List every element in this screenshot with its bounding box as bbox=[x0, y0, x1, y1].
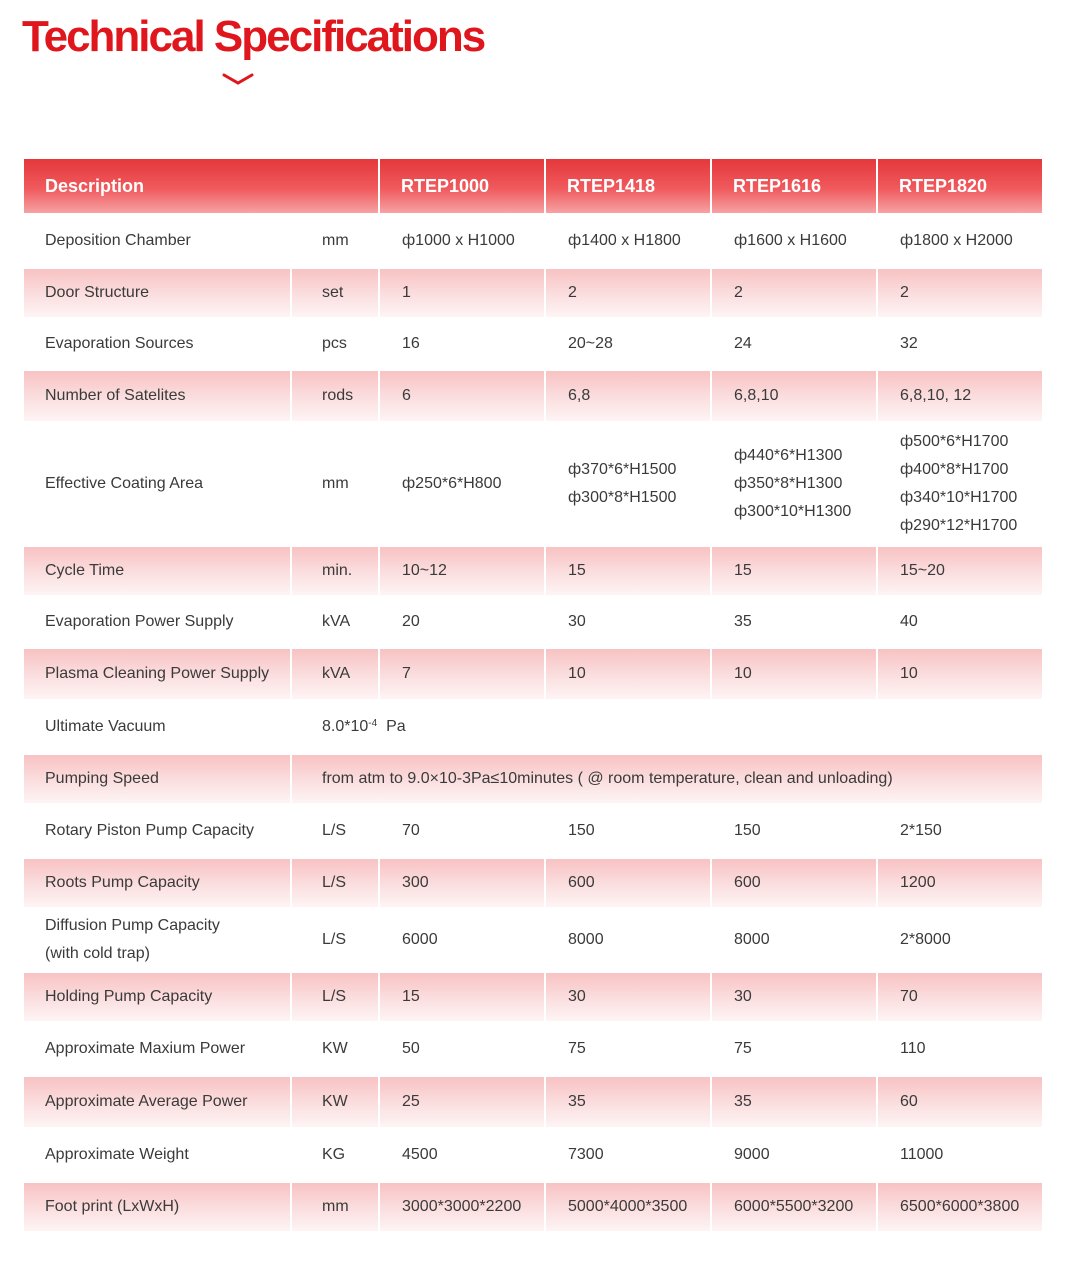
row-label-text: Door Structure bbox=[45, 284, 150, 301]
row-unit: KW bbox=[292, 1023, 378, 1075]
row-value: 30 bbox=[546, 973, 710, 1021]
row-label-text: Ultimate Vacuum bbox=[45, 718, 166, 735]
row-label-text: Approximate Weight bbox=[45, 1146, 189, 1163]
row-span-value: from atm to 9.0×10-3Pa≤10minutes ( @ room temperature, clean and unloading) bbox=[292, 755, 1042, 803]
value-line: ф300*8*H1500 bbox=[568, 489, 677, 506]
table-row bbox=[24, 909, 1042, 971]
table-row bbox=[24, 1077, 1042, 1127]
row-value: 8000 bbox=[712, 909, 876, 971]
row-value: 75 bbox=[546, 1023, 710, 1075]
row-label bbox=[24, 1077, 290, 1127]
row-label-text: Rotary Piston Pump Capacity bbox=[45, 822, 254, 839]
row-value: 30 bbox=[546, 597, 710, 647]
row-value: 10 bbox=[546, 649, 710, 699]
row-value: 6000 bbox=[380, 909, 544, 971]
row-value: 70 bbox=[878, 973, 1042, 1021]
superscript: -4 bbox=[368, 718, 378, 729]
unit-text: Pa bbox=[386, 718, 406, 735]
row-value: 150 bbox=[546, 805, 710, 857]
row-value: 1 bbox=[380, 269, 544, 317]
row-label bbox=[24, 973, 290, 1021]
row-value: 1200 bbox=[878, 859, 1042, 907]
row-value: 15 bbox=[546, 547, 710, 595]
row-unit: L/S bbox=[292, 909, 378, 971]
row-value: 16 bbox=[380, 319, 544, 369]
row-value: 24 bbox=[712, 319, 876, 369]
row-label bbox=[24, 597, 290, 647]
row-value: 35 bbox=[712, 597, 876, 647]
value-line: ф250*6*H800 bbox=[402, 475, 502, 492]
table-row bbox=[24, 1023, 1042, 1075]
row-value: 10~12 bbox=[380, 547, 544, 595]
row-label-text: Effective Coating Area bbox=[45, 475, 204, 492]
table-header-row bbox=[24, 159, 1042, 213]
row-value: ф1800 x H2000 bbox=[878, 215, 1042, 267]
row-value: 11000 bbox=[878, 1129, 1042, 1181]
row-unit: KW bbox=[292, 1077, 378, 1127]
page-title: Technical Specifications bbox=[22, 12, 485, 61]
row-value: 10 bbox=[712, 649, 876, 699]
row-label bbox=[24, 1023, 290, 1075]
table-row bbox=[24, 215, 1042, 267]
row-value: 600 bbox=[712, 859, 876, 907]
row-value bbox=[712, 423, 876, 545]
row-value: 4500 bbox=[380, 1129, 544, 1181]
row-label bbox=[24, 215, 290, 267]
table-row bbox=[24, 269, 1042, 317]
row-label-text: Evaporation Sources bbox=[45, 335, 194, 352]
value-line: ф300*10*H1300 bbox=[734, 503, 852, 520]
row-label-text: Cycle Time bbox=[45, 562, 125, 579]
row-label-text: Diffusion Pump Capacity bbox=[45, 917, 220, 934]
row-label-text: Approximate Average Power bbox=[45, 1093, 248, 1110]
table-row bbox=[24, 547, 1042, 595]
header-model: RTEP1418 bbox=[546, 159, 710, 213]
value-line: ф440*6*H1300 bbox=[734, 447, 843, 464]
spec-table bbox=[22, 157, 1044, 1233]
row-value: ф1000 x H1000 bbox=[380, 215, 544, 267]
value-line: ф290*12*H1700 bbox=[900, 517, 1018, 534]
row-value: 30 bbox=[712, 973, 876, 1021]
row-value: 6500*6000*3800 bbox=[878, 1183, 1042, 1231]
row-value: 20 bbox=[380, 597, 544, 647]
row-label bbox=[24, 805, 290, 857]
row-value: 15 bbox=[712, 547, 876, 595]
row-label bbox=[24, 547, 290, 595]
row-label bbox=[24, 1183, 290, 1231]
value-line: ф500*6*H1700 bbox=[900, 433, 1009, 450]
row-value: 6,8,10, 12 bbox=[878, 371, 1042, 421]
row-value: 40 bbox=[878, 597, 1042, 647]
header-model: RTEP1000 bbox=[380, 159, 544, 213]
row-value: 10 bbox=[878, 649, 1042, 699]
row-value: 15~20 bbox=[878, 547, 1042, 595]
row-unit: min. bbox=[292, 547, 378, 595]
row-value: 600 bbox=[546, 859, 710, 907]
row-unit: kVA bbox=[292, 597, 378, 647]
row-value: 7 bbox=[380, 649, 544, 699]
header-model: RTEP1616 bbox=[712, 159, 876, 213]
row-value bbox=[878, 423, 1042, 545]
row-value: 25 bbox=[380, 1077, 544, 1127]
value-line: ф340*10*H1700 bbox=[900, 489, 1018, 506]
table-row bbox=[24, 859, 1042, 907]
row-span-value bbox=[292, 701, 1042, 753]
row-label-text: Approximate Maxium Power bbox=[45, 1040, 246, 1057]
row-label bbox=[24, 269, 290, 317]
row-value: 60 bbox=[878, 1077, 1042, 1127]
row-value: 15 bbox=[380, 973, 544, 1021]
row-value: 300 bbox=[380, 859, 544, 907]
row-label-text: Roots Pump Capacity bbox=[45, 874, 200, 891]
row-value: 2 bbox=[878, 269, 1042, 317]
row-value: 5000*4000*3500 bbox=[546, 1183, 710, 1231]
row-value: 2 bbox=[712, 269, 876, 317]
value-line: ф370*6*H1500 bbox=[568, 461, 677, 478]
row-value: 2*8000 bbox=[878, 909, 1042, 971]
row-label bbox=[24, 859, 290, 907]
row-value: 6,8,10 bbox=[712, 371, 876, 421]
row-value: 35 bbox=[546, 1077, 710, 1127]
row-value: 6000*5500*3200 bbox=[712, 1183, 876, 1231]
row-unit: set bbox=[292, 269, 378, 317]
value-line: ф400*8*H1700 bbox=[900, 461, 1009, 478]
row-unit: L/S bbox=[292, 805, 378, 857]
table-row bbox=[24, 423, 1042, 545]
table-row bbox=[24, 1183, 1042, 1231]
table-row bbox=[24, 755, 1042, 803]
row-unit: kVA bbox=[292, 649, 378, 699]
row-label-text: Plasma Cleaning Power Supply bbox=[45, 665, 270, 682]
row-value: 50 bbox=[380, 1023, 544, 1075]
table-row bbox=[24, 1129, 1042, 1181]
row-label-text: (with cold trap) bbox=[45, 945, 150, 962]
table-row bbox=[24, 319, 1042, 369]
row-value: 70 bbox=[380, 805, 544, 857]
table-row bbox=[24, 371, 1042, 421]
value-text: 8.0*10 bbox=[322, 718, 369, 735]
row-value: 9000 bbox=[712, 1129, 876, 1181]
row-unit: mm bbox=[292, 1183, 378, 1231]
row-unit: L/S bbox=[292, 859, 378, 907]
row-unit: L/S bbox=[292, 973, 378, 1021]
row-unit: pcs bbox=[292, 319, 378, 369]
table-row bbox=[24, 973, 1042, 1021]
row-value: 6,8 bbox=[546, 371, 710, 421]
row-value bbox=[380, 423, 544, 545]
row-unit: mm bbox=[292, 423, 378, 545]
table-row bbox=[24, 597, 1042, 647]
row-label-text: Holding Pump Capacity bbox=[45, 988, 213, 1005]
row-value: ф1600 x H1600 bbox=[712, 215, 876, 267]
row-unit: mm bbox=[292, 215, 378, 267]
row-label bbox=[24, 371, 290, 421]
row-value: 20~28 bbox=[546, 319, 710, 369]
row-unit: KG bbox=[292, 1129, 378, 1181]
value-line: ф350*8*H1300 bbox=[734, 475, 843, 492]
row-value: 8000 bbox=[546, 909, 710, 971]
row-value: 35 bbox=[712, 1077, 876, 1127]
row-value: 110 bbox=[878, 1023, 1042, 1075]
row-label bbox=[24, 701, 290, 753]
row-label bbox=[24, 755, 290, 803]
row-label bbox=[24, 319, 290, 369]
table-row bbox=[24, 649, 1042, 699]
chevron-down-icon bbox=[222, 72, 254, 86]
row-value: 75 bbox=[712, 1023, 876, 1075]
row-value bbox=[546, 423, 710, 545]
row-value: 2*150 bbox=[878, 805, 1042, 857]
row-label-text: Foot print (LxWxH) bbox=[45, 1198, 180, 1215]
row-value: 32 bbox=[878, 319, 1042, 369]
row-unit: rods bbox=[292, 371, 378, 421]
header-model: RTEP1820 bbox=[878, 159, 1042, 213]
table-row bbox=[24, 805, 1042, 857]
table-row bbox=[24, 701, 1042, 753]
row-label bbox=[24, 1129, 290, 1181]
row-value: 7300 bbox=[546, 1129, 710, 1181]
header-description: Description bbox=[24, 159, 378, 213]
row-value: 2 bbox=[546, 269, 710, 317]
row-label bbox=[24, 649, 290, 699]
row-label-text: Evaporation Power Supply bbox=[45, 613, 234, 630]
row-label bbox=[24, 423, 290, 545]
row-value: ф1400 x H1800 bbox=[546, 215, 710, 267]
row-value: 3000*3000*2200 bbox=[380, 1183, 544, 1231]
row-value: 6 bbox=[380, 371, 544, 421]
row-value: 150 bbox=[712, 805, 876, 857]
row-label-text: Pumping Speed bbox=[45, 770, 159, 787]
row-label-text: Number of Satelites bbox=[45, 387, 186, 404]
row-label-text: Deposition Chamber bbox=[45, 232, 191, 249]
row-label bbox=[24, 909, 290, 971]
